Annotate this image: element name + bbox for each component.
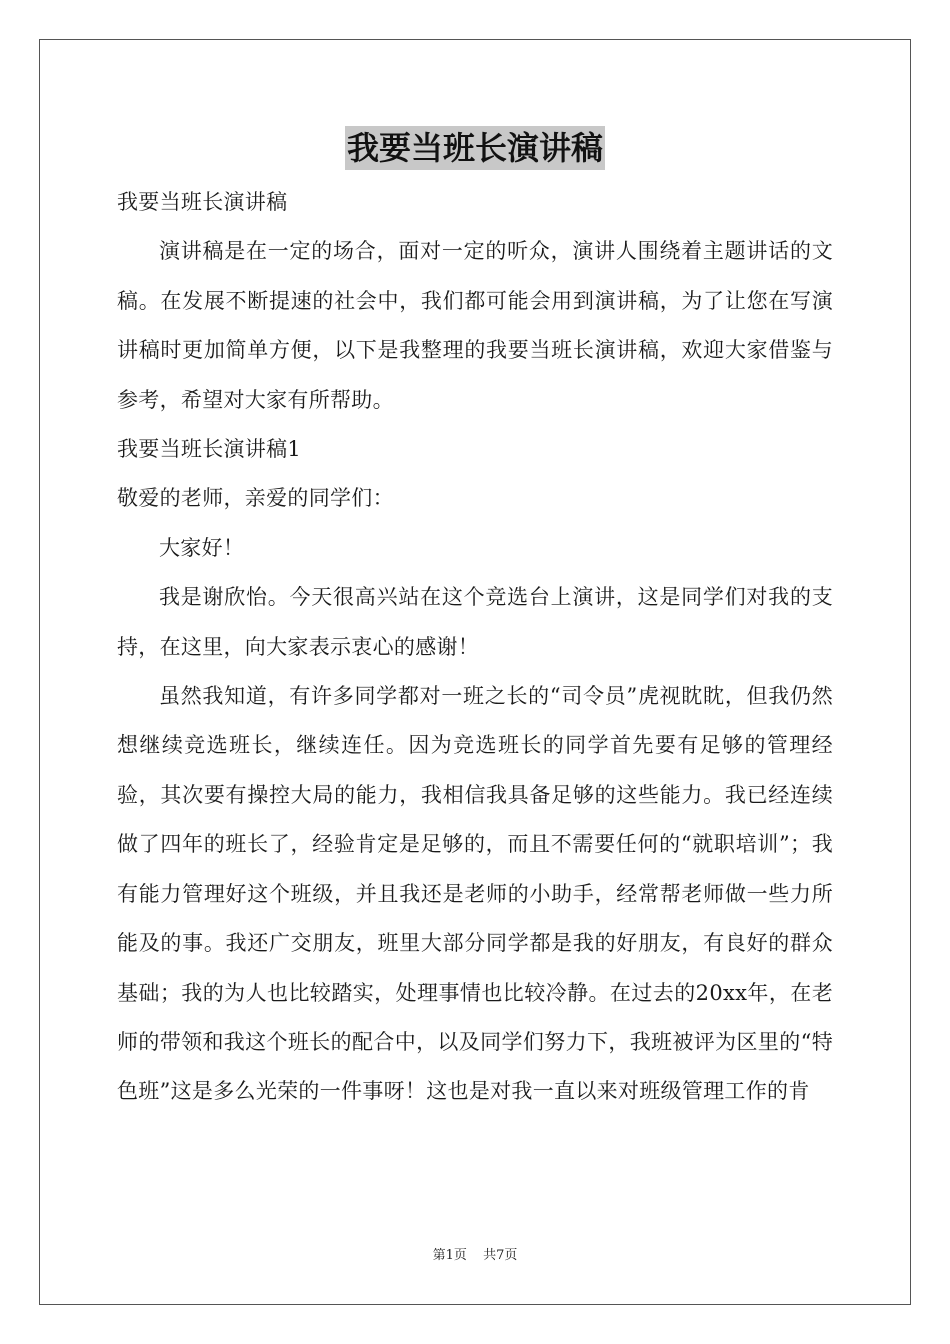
paragraph-heading: 我要当班长演讲稿 [117, 190, 288, 214]
document-title: 我要当班长演讲稿 [345, 126, 605, 170]
page-footer [0, 1244, 950, 1263]
paragraph-salutation: 敬爱的老师，亲爱的同学们： [117, 486, 394, 511]
document-body [117, 178, 833, 1117]
paragraph-intro: 演讲稿是在一定的场合，面对一定的听众，演讲人围绕着主题讲话的文稿。在发展不断提速的社会中，我们都可能会用到演讲稿，为了让您在写演讲稿时更加简单方便，以下是我整理的我要当班长演讲稿，欢迎大家借鉴与参考，希望对大家有所帮助。 [117, 239, 833, 412]
paragraph-body: 虽然我知道，有许多同学都对一班之长的“司令员”虎视眈眈，但我仍然想继续竞选班长，继续连任。因为竞选班长的同学首先要有足够的管理经验，其次要有操控大局的能力，我相信我具备足够的这些能力。我已经连续做了四年的班长了，经验肯定是足够的，而且不需要任何的“就职培训”；我有能力管理好这个班级，并且我还是老师的小助手，经常帮老师做一些力所能及的事。我还广交朋友，班里大部分同学都是我的好朋友，有良好的群众基础；我的为人也比较踏实，处理事情也比较冷静。在过去的20xx年，在老师的带领和我这个班长的配合中，以及同学们努力下，我班被评为区里的“特色班”这是多么光荣的一件事呀！这也是对我一直以来对班级管理工作的肯 [117, 684, 833, 1104]
page-total: 共7页 [483, 1248, 518, 1263]
paragraph-self-intro: 我是谢欣怡。今天很高兴站在这个竞选台上演讲，这是同学们对我的支持，在这里，向大家表示衷心的感谢！ [117, 585, 833, 659]
page-number: 第1页 [432, 1248, 467, 1263]
paragraph-greeting: 大家好！ [159, 535, 245, 560]
paragraph-section-title: 我要当班长演讲稿1 [117, 437, 302, 462]
title-container [0, 126, 950, 170]
